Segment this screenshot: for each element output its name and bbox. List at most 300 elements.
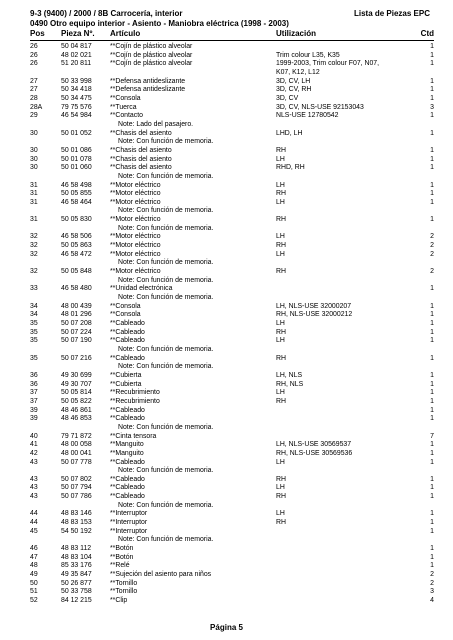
cell-qty: 1 [430,449,434,457]
cell-usage: LH [276,233,285,241]
table-note-row [30,536,434,545]
cell-usage: LH [276,320,285,327]
cell-pos: 30 [30,129,38,137]
table-row [30,519,434,528]
cell-article: **Cubierta [110,371,142,379]
table-row [30,450,434,459]
cell-part-no: 50 05 830 [61,216,92,224]
table-row [30,199,434,208]
table-row [30,484,434,493]
cell-pos: 31 [30,190,38,198]
cell-article: **Motor eléctrico [110,268,161,276]
cell-article: **Cableado [110,337,145,345]
column-header-part-no: Pieza Nº. [61,29,95,38]
table-note-row [30,259,434,268]
cell-article: **Interruptor [110,527,148,535]
cell-qty: 3 [430,588,434,596]
cell-qty: 1 [430,328,434,336]
cell-article: **Motor eléctrico [110,198,161,206]
cell-qty: 1 [430,86,434,94]
cell-pos: 32 [30,268,38,276]
cell-usage: RH [276,475,286,483]
table-row [30,580,434,589]
table-row [30,389,434,398]
vehicle-group-title: 9-3 (9400) / 2000 / 8B Carrocería, interior [30,9,183,18]
table-note-row [30,502,434,511]
table-note-row [30,121,434,130]
table-row [30,554,434,563]
table-row [30,510,434,519]
cell-note: Note: Con función de memoria. [118,501,214,509]
table-row [30,476,434,485]
cell-pos: 43 [30,493,38,501]
cell-pos: 28 [30,94,38,102]
table-row [30,95,434,104]
table-note-row [30,346,434,355]
table-row [30,441,434,450]
column-header-usage: Utilización [276,29,317,38]
page-number: Página 5 [210,623,243,632]
cell-part-no: 50 01 078 [61,155,92,163]
cell-part-no: 50 07 778 [61,458,92,466]
cell-part-no: 50 07 224 [61,328,92,336]
cell-part-no: 50 01 052 [61,129,92,137]
cell-usage: RH [276,146,286,154]
table-note-row [30,173,434,182]
cell-qty: 1 [430,198,434,206]
cell-qty: 1 [430,389,434,397]
cell-pos: 41 [30,441,38,449]
cell-usage: LH [276,337,285,345]
cell-article: **Cableado [110,328,145,336]
cell-part-no: 50 05 814 [61,389,92,397]
table-row [30,60,434,69]
cell-qty: 1 [430,475,434,483]
cell-usage: LH [276,181,285,189]
cell-usage: RH [276,354,286,362]
table-row [30,43,434,52]
cell-part-no: 50 01 086 [61,146,92,154]
cell-article: **Consola [110,302,141,310]
cell-usage: LH, NLS-USE 32000207 [276,302,352,310]
table-row [30,588,434,597]
cell-usage: RH [276,493,286,501]
cell-pos: 33 [30,285,38,293]
cell-part-no: 50 07 216 [61,354,92,362]
cell-pos: 36 [30,371,38,379]
cell-qty: 1 [430,190,434,198]
cell-pos: 45 [30,527,38,535]
cell-qty: 1 [430,553,434,561]
cell-qty: 1 [430,146,434,154]
table-row [30,337,434,346]
table-row [30,268,434,277]
cell-article: **Sujeción del asiento para niños [110,571,212,579]
section-title: 0490 Otro equipo interior - Asiento - Maniobra eléctrica (1998 - 2003) [30,19,289,28]
cell-qty: 1 [430,311,434,319]
cell-article: **Motor eléctrico [110,216,161,224]
cell-usage: Trim colour L35, K35 [276,51,340,59]
cell-article: **Cubierta [110,380,142,388]
cell-pos: 26 [30,51,38,59]
cell-pos: 35 [30,328,38,336]
cell-article: **Cojín de plástico alveolar [110,60,193,68]
cell-usage: 3D, CV [276,94,299,102]
cell-part-no: 48 83 153 [61,519,92,527]
table-row [30,104,434,113]
cell-part-no: 48 83 104 [61,553,92,561]
cell-qty: 1 [430,493,434,501]
table-row [30,320,434,329]
table-note-row [30,467,434,476]
cell-usage: RH [276,397,286,405]
table-row [30,398,434,407]
cell-article: **Chasis del asiento [110,146,172,154]
cell-pos: 35 [30,320,38,327]
cell-usage: RH [276,190,286,198]
cell-qty: 1 [430,94,434,102]
cell-pos: 44 [30,519,38,527]
cell-part-no: 79 71 872 [61,432,92,440]
cell-usage: RHD, RH [276,164,305,172]
cell-article: **Cableado [110,475,145,483]
cell-usage: LH [276,250,285,258]
cell-pos: 47 [30,553,38,561]
cell-qty: 4 [430,597,434,604]
table-row [30,147,434,156]
table-row [30,156,434,165]
cell-part-no: 46 58 464 [61,198,92,206]
cell-qty: 1 [430,60,434,68]
cell-usage: LH, NLS [276,371,303,379]
cell-part-no: 50 05 822 [61,397,92,405]
table-row [30,311,434,320]
cell-pos: 46 [30,545,38,553]
cell-qty: 1 [430,380,434,388]
cell-pos: 36 [30,380,38,388]
cell-pos: 51 [30,588,38,596]
cell-qty: 1 [430,51,434,59]
column-header-article: Artículo [110,29,141,38]
cell-pos: 44 [30,510,38,518]
cell-article: **Consola [110,94,141,102]
cell-qty: 1 [430,337,434,345]
cell-pos: 39 [30,415,38,423]
cell-article: **Cableado [110,406,145,414]
cell-pos: 43 [30,458,38,466]
cell-usage: LH [276,155,285,163]
table-note-row [30,277,434,286]
cell-usage: 1999-2003, Trim colour F07, N07, [276,60,380,68]
cell-usage: RH [276,519,286,527]
parts-table [30,43,434,606]
table-note-row [30,294,434,303]
cell-qty: 2 [430,250,434,258]
cell-article: **Cableado [110,458,145,466]
cell-part-no: 48 00 439 [61,302,92,310]
cell-qty: 1 [430,458,434,466]
cell-part-no: 50 33 758 [61,588,92,596]
cell-usage: RH, NLS [276,380,304,388]
cell-pos: 32 [30,242,38,250]
cell-usage: RH, NLS-USE 30569536 [276,449,353,457]
cell-part-no: 50 07 208 [61,320,92,327]
cell-usage: K07, K12, L12 [276,68,320,76]
cell-note: Note: Con función de memoria. [118,294,214,302]
cell-note: Note: Con función de memoria. [118,224,214,232]
table-row [30,493,434,502]
cell-article: **Tuerca [110,103,137,111]
cell-part-no: 48 83 146 [61,510,92,518]
cell-part-no: 48 46 861 [61,406,92,414]
cell-article: **Motor eléctrico [110,181,161,189]
table-row [30,285,434,294]
cell-pos: 37 [30,389,38,397]
cell-usage: 3D, CV, RH [276,86,312,94]
table-row [30,571,434,580]
cell-qty: 1 [430,510,434,518]
cell-qty: 1 [430,397,434,405]
cell-note: Note: Con función de memoria. [118,138,214,146]
cell-pos: 32 [30,250,38,258]
cell-pos: 34 [30,302,38,310]
cell-article: **Relé [110,562,130,570]
cell-usage: LH [276,484,285,492]
cell-pos: 32 [30,233,38,241]
cell-usage: LH [276,198,285,206]
cell-part-no: 50 07 802 [61,475,92,483]
table-row [30,372,434,381]
table-row [30,562,434,571]
cell-note: Note: Con función de memoria. [118,259,214,267]
cell-pos: 34 [30,311,38,319]
table-row [30,164,434,173]
table-row [30,407,434,416]
cell-article: **Manguito [110,449,144,457]
cell-article: **Cableado [110,354,145,362]
cell-pos: 49 [30,571,38,579]
cell-article: **Defensa antideslizante [110,77,186,85]
table-row [30,597,434,606]
table-row [30,459,434,468]
cell-pos: 27 [30,77,38,85]
cell-article: **Chasis del asiento [110,164,172,172]
cell-usage: LHD, LH [276,129,303,137]
table-row [30,433,434,442]
cell-article: **Contacto [110,112,143,120]
cell-pos: 37 [30,397,38,405]
cell-pos: 30 [30,164,38,172]
cell-qty: 1 [430,562,434,570]
cell-article: **Motor eléctrico [110,233,161,241]
cell-part-no: 50 07 786 [61,493,92,501]
cell-part-no: 46 58 498 [61,181,92,189]
table-row [30,381,434,390]
cell-qty: 1 [430,519,434,527]
cell-usage: RH [276,268,286,276]
cell-note: Note: Con función de memoria. [118,276,214,284]
cell-article: **Cableado [110,320,145,327]
cell-pos: 35 [30,354,38,362]
cell-usage: LH [276,389,285,397]
cell-part-no: 46 54 984 [61,112,92,120]
cell-qty: 1 [430,164,434,172]
cell-pos: 26 [30,43,38,50]
table-row [30,86,434,95]
table-note-row [30,138,434,147]
cell-part-no: 54 50 192 [61,527,92,535]
header-divider [30,40,434,41]
cell-usage: RH [276,242,286,250]
table-row [30,355,434,364]
cell-part-no: 48 83 112 [61,545,92,553]
cell-qty: 2 [430,242,434,250]
cell-qty: 1 [430,441,434,449]
cell-article: **Manguito [110,441,144,449]
cell-pos: 30 [30,155,38,163]
cell-part-no: 49 35 847 [61,571,92,579]
table-row [30,190,434,199]
cell-article: **Recubrimiento [110,389,160,397]
cell-pos: 43 [30,475,38,483]
cell-usage: RH [276,216,286,224]
cell-usage: NLS-USE 12780542 [276,112,339,120]
cell-part-no: 48 00 058 [61,441,92,449]
cell-article: **Cableado [110,484,145,492]
cell-note: Note: Con función de memoria. [118,172,214,180]
cell-qty: 2 [430,579,434,587]
document-header [30,9,430,18]
cell-qty: 1 [430,371,434,379]
cell-qty: 1 [430,77,434,85]
table-row [30,216,434,225]
cell-pos: 52 [30,597,38,604]
cell-qty: 1 [430,527,434,535]
cell-article: **Tornillo [110,588,138,596]
cell-pos: 28A [30,103,43,111]
cell-article: **Chasis del asiento [110,155,172,163]
cell-note: Note: Con función de memoria. [118,423,214,431]
cell-pos: 50 [30,579,38,587]
cell-part-no: 50 01 060 [61,164,92,172]
cell-article: **Cojín de plástico alveolar [110,43,193,50]
cell-note: Note: Con función de memoria. [118,207,214,215]
cell-pos: 29 [30,112,38,120]
table-row [30,251,434,260]
cell-part-no: 49 30 699 [61,371,92,379]
cell-usage: 3D, CV, NLS-USE 92153043 [276,103,364,111]
cell-qty: 1 [430,155,434,163]
cell-note: Note: Con función de memoria. [118,363,214,371]
cell-part-no: 84 12 215 [61,597,92,604]
cell-article: **Botón [110,545,134,553]
list-title: Lista de Piezas EPC [353,9,430,18]
cell-note: Note: Con función de memoria. [118,345,214,353]
cell-part-no: 50 07 794 [61,484,92,492]
table-row [30,545,434,554]
cell-usage: LH, NLS-USE 30569537 [276,441,352,449]
table-note-row [30,225,434,234]
cell-usage: RH, NLS-USE 32000212 [276,311,353,319]
table-row [30,112,434,121]
cell-qty: 1 [430,415,434,423]
cell-qty: 1 [430,406,434,414]
cell-pos: 27 [30,86,38,94]
cell-article: **Consola [110,311,141,319]
table-row [30,233,434,242]
table-row [30,130,434,139]
table-row [30,415,434,424]
table-row [30,78,434,87]
cell-article: **Chasis del asiento [110,129,172,137]
cell-part-no: 79 75 576 [61,103,92,111]
cell-qty: 1 [430,181,434,189]
cell-part-no: 48 00 041 [61,449,92,457]
cell-part-no: 46 58 480 [61,285,92,293]
table-row [30,182,434,191]
cell-article: **Cableado [110,415,145,423]
cell-qty: 1 [430,354,434,362]
cell-article: **Defensa antideslizante [110,86,186,94]
cell-qty: 2 [430,571,434,579]
cell-part-no: 50 04 817 [61,43,92,50]
cell-part-no: 48 02 021 [61,51,92,59]
cell-qty: 1 [430,216,434,224]
cell-pos: 39 [30,406,38,414]
table-row [30,303,434,312]
cell-article: **Cinta tensora [110,432,157,440]
column-header-qty: Ctd [420,29,434,38]
table-note-row [30,363,434,372]
cell-part-no: 50 33 998 [61,77,92,85]
cell-article: **Interruptor [110,510,148,518]
cell-qty: 1 [430,484,434,492]
cell-part-no: 50 05 855 [61,190,92,198]
table-row [30,69,434,78]
cell-usage: RH [276,328,286,336]
cell-article: **Cableado [110,493,145,501]
cell-article: **Unidad electrónica [110,285,173,293]
cell-qty: 1 [430,129,434,137]
cell-qty: 1 [430,43,434,50]
table-row [30,329,434,338]
cell-part-no: 50 34 475 [61,94,92,102]
column-header-pos: Pos [30,29,45,38]
cell-pos: 31 [30,198,38,206]
cell-pos: 42 [30,449,38,457]
cell-qty: 1 [430,302,434,310]
table-note-row [30,424,434,433]
cell-pos: 40 [30,432,38,440]
cell-qty: 1 [430,320,434,327]
cell-pos: 48 [30,562,38,570]
cell-usage: LH [276,458,285,466]
cell-article: **Cojín de plástico alveolar [110,51,193,59]
cell-part-no: 50 05 848 [61,268,92,276]
cell-article: **Clip [110,597,128,604]
table-note-row [30,207,434,216]
cell-article: **Tornillo [110,579,138,587]
cell-usage: LH [276,510,285,518]
cell-part-no: 50 07 190 [61,337,92,345]
cell-article: **Recubrimiento [110,397,160,405]
cell-part-no: 50 26 877 [61,579,92,587]
cell-note: Note: Con función de memoria. [118,467,214,475]
cell-qty: 1 [430,285,434,293]
cell-part-no: 85 33 176 [61,562,92,570]
cell-qty: 3 [430,103,434,111]
cell-qty: 1 [430,112,434,120]
